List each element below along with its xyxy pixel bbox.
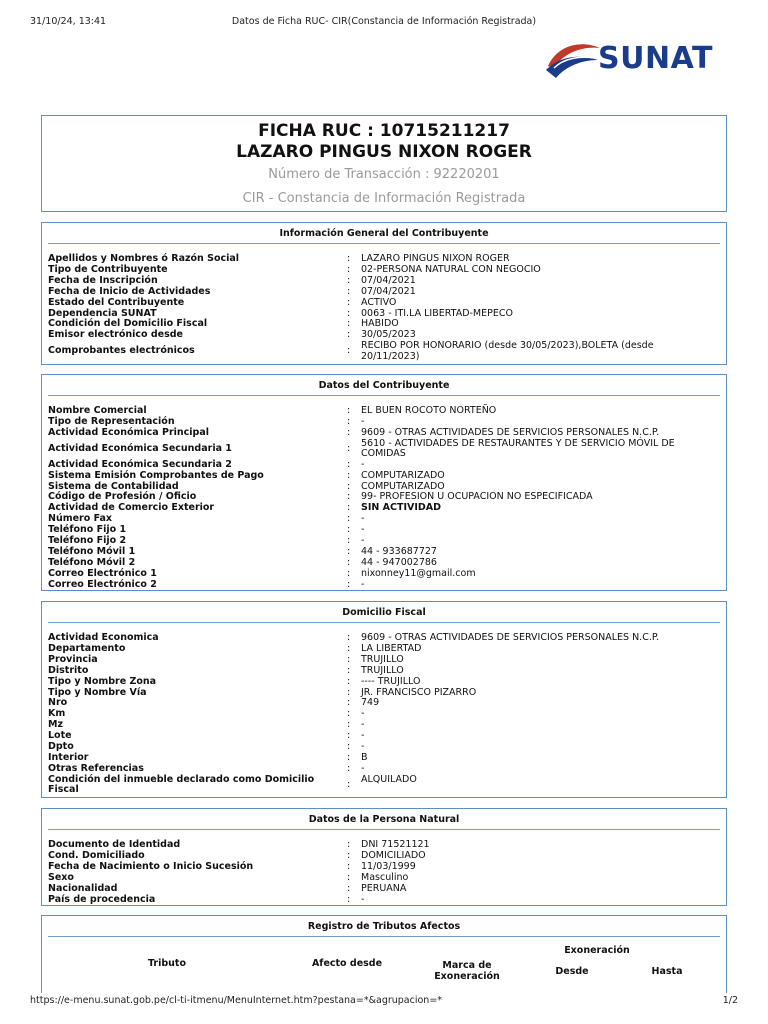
field-row	[48, 688, 720, 699]
col-exoneracion: Exoneración	[564, 945, 630, 956]
document-subtitle: CIR - Constancia de Información Registrada	[242, 191, 526, 206]
field-colon: :	[347, 860, 351, 872]
field-colon: :	[347, 524, 351, 536]
field-colon: :	[347, 296, 351, 308]
field-colon: :	[347, 345, 351, 357]
field-row	[48, 709, 720, 720]
field-label: Correo Electrónico 2	[48, 578, 157, 590]
field-colon: :	[347, 871, 351, 883]
field-row	[48, 775, 720, 796]
field-row	[48, 580, 720, 591]
field-colon: :	[347, 675, 351, 687]
col-hasta: Hasta	[651, 966, 683, 977]
field-value: -	[361, 524, 365, 536]
section-title: Datos de la Persona Natural	[308, 814, 460, 825]
field-label: Tipo y Nombre Vía	[48, 686, 147, 698]
field-label: Sexo	[48, 871, 74, 883]
field-label: Tipo de Representación	[48, 415, 175, 427]
col-desde: Desde	[555, 966, 589, 977]
field-value: PERUANA	[361, 882, 407, 894]
field-label: Actividad Económica Secundaria 2	[48, 458, 232, 470]
print-datetime: 31/10/24, 13:41	[30, 16, 107, 27]
field-colon: :	[347, 708, 351, 720]
field-label: Condición del Domicilio Fiscal	[48, 318, 208, 330]
section-divider	[48, 829, 720, 830]
field-label: Condición del inmueble declarado como Domicilio Fiscal	[48, 773, 315, 796]
field-label: País de procedencia	[48, 893, 156, 905]
field-value: 11/03/1999	[361, 860, 416, 872]
field-label: Interior	[48, 751, 89, 763]
field-colon: :	[347, 458, 351, 470]
field-label: Teléfono Móvil 1	[48, 545, 136, 557]
field-row	[48, 698, 720, 709]
field-colon: :	[347, 697, 351, 709]
field-label: Tipo y Nombre Zona	[48, 675, 157, 687]
field-colon: :	[347, 741, 351, 752]
field-colon: :	[347, 263, 351, 275]
field-value: 07/04/2021	[361, 274, 416, 286]
section-title: Domicilio Fiscal	[342, 607, 426, 618]
field-label: Km	[48, 708, 66, 720]
field-value: -	[361, 458, 365, 470]
field-colon: :	[347, 491, 351, 503]
field-label: Dpto	[48, 741, 74, 752]
field-label: Provincia	[48, 653, 98, 665]
field-colon: :	[347, 329, 351, 341]
field-value: JR. FRANCISCO PIZARRO	[361, 686, 477, 698]
field-value: -	[361, 415, 365, 427]
field-row	[48, 298, 720, 309]
field-row	[48, 677, 720, 688]
field-colon: :	[347, 882, 351, 894]
field-row	[48, 471, 720, 482]
field-colon: :	[347, 535, 351, 546]
field-row	[48, 439, 720, 460]
taxpayer-name-title: LAZARO PINGUS NIXON ROGER	[236, 142, 532, 162]
col-afecto-desde: Afecto desde	[311, 958, 383, 969]
field-colon: :	[347, 893, 351, 905]
field-label: Lote	[48, 730, 72, 742]
field-row	[48, 742, 720, 753]
field-colon: :	[347, 686, 351, 698]
field-label: Apellidos y Nombres ó Razón Social	[48, 253, 240, 264]
field-row	[48, 731, 720, 742]
field-value: Masculino	[361, 871, 409, 883]
field-value: DNI 71521121	[361, 839, 430, 850]
field-colon: :	[347, 405, 351, 416]
field-label: Comprobantes electrónicos	[48, 345, 195, 357]
field-label: Cond. Domiciliado	[48, 849, 145, 861]
field-label: Tipo de Contribuyente	[48, 263, 168, 275]
sunat-logo-icon	[544, 38, 604, 84]
field-colon: :	[347, 318, 351, 330]
field-colon: :	[347, 664, 351, 676]
field-label: Fecha de Inscripción	[48, 274, 158, 286]
field-value: TRUJILLO	[361, 664, 404, 676]
field-value: 9609 - OTRAS ACTIVIDADES DE SERVICIOS PERSONALES N.C.P.	[361, 632, 660, 643]
print-header	[30, 16, 738, 30]
field-value: 5610 - ACTIVIDADES DE RESTAURANTES Y DE SERVICIO MÓVIL DE COMIDAS	[361, 437, 675, 460]
field-row	[48, 884, 720, 895]
field-label: Nro	[48, 697, 68, 709]
field-value: 9609 - OTRAS ACTIVIDADES DE SERVICIOS PERSONALES N.C.P.	[361, 426, 660, 438]
field-label: Distrito	[48, 664, 89, 676]
field-colon: :	[347, 632, 351, 643]
ficha-ruc-title: FICHA RUC : 10715211217	[258, 121, 510, 141]
field-value: 749	[361, 697, 380, 709]
field-label: Fecha de Inicio de Actividades	[48, 285, 211, 297]
section-divider	[48, 395, 720, 396]
field-colon: :	[347, 567, 351, 579]
field-colon: :	[347, 556, 351, 568]
field-label: Dependencia SUNAT	[48, 307, 157, 319]
field-row	[48, 720, 720, 731]
field-label: Departamento	[48, 642, 126, 654]
field-label: Documento de Identidad	[48, 839, 181, 850]
field-label: Correo Electrónico 1	[48, 567, 157, 579]
field-label: Fecha de Nacimiento o Inicio Sucesión	[48, 860, 254, 872]
field-value: TRUJILLO	[361, 653, 404, 665]
section-domicilio-fiscal	[41, 601, 727, 798]
field-value: -	[361, 730, 365, 742]
print-footer	[30, 995, 738, 1009]
field-colon: :	[347, 778, 351, 790]
field-value: EL BUEN ROCOTO NORTEÑO	[361, 405, 497, 416]
field-value: LA LIBERTAD	[361, 642, 422, 654]
field-colon: :	[347, 578, 351, 590]
field-colon: :	[347, 839, 351, 850]
field-value: RECIBO POR HONORARIO (desde 30/05/2023),BOLETA (desde 20/11/2023)	[361, 340, 654, 362]
field-colon: :	[347, 480, 351, 492]
field-row	[48, 525, 720, 536]
field-label: Otras Referencias	[48, 762, 144, 774]
field-value: 07/04/2021	[361, 285, 416, 297]
field-value: 0063 - ITI.LA LIBERTAD-MEPECO	[361, 307, 513, 319]
field-value: HABIDO	[361, 318, 399, 330]
field-value: 44 - 933687727	[361, 545, 437, 557]
field-colon: :	[347, 762, 351, 774]
field-value: -	[361, 762, 365, 774]
field-colon: :	[347, 642, 351, 654]
field-value: -	[361, 513, 365, 525]
field-label: Teléfono Fijo 1	[48, 524, 127, 536]
field-colon: :	[347, 513, 351, 525]
field-value: 44 - 947002786	[361, 556, 437, 568]
field-value: 99- PROFESION U OCUPACION NO ESPECIFICADA	[361, 491, 593, 503]
section-tributos-afectos	[41, 915, 727, 993]
field-label: Nombre Comercial	[48, 405, 147, 416]
field-colon: :	[347, 545, 351, 557]
field-colon: :	[347, 849, 351, 861]
field-label: Actividad Económica Principal	[48, 426, 210, 438]
field-label: Actividad de Comercio Exterior	[48, 502, 215, 514]
field-label: Actividad Económica Secundaria 1	[48, 442, 232, 454]
field-value: -	[361, 578, 365, 590]
field-label: Mz	[48, 719, 63, 731]
field-colon: :	[347, 730, 351, 742]
transaction-number: Número de Transacción : 92220201	[268, 167, 500, 182]
section-datos-contribuyente	[41, 374, 727, 591]
field-value: -	[361, 741, 365, 752]
field-label: Teléfono Móvil 2	[48, 556, 136, 568]
field-label: Emisor electrónico desde	[48, 329, 183, 341]
field-value: -	[361, 535, 365, 546]
field-colon: :	[347, 415, 351, 427]
field-colon: :	[347, 502, 351, 514]
section-title: Datos del Contribuyente	[318, 380, 450, 391]
field-row	[48, 895, 720, 906]
section-divider	[48, 936, 720, 937]
field-colon: :	[347, 426, 351, 438]
section-title: Registro de Tributos Afectos	[307, 921, 461, 932]
field-colon: :	[347, 719, 351, 731]
field-colon: :	[347, 274, 351, 286]
col-tributo: Tributo	[147, 958, 186, 969]
field-colon: :	[347, 469, 351, 481]
field-row	[48, 503, 720, 514]
field-colon: :	[347, 253, 351, 264]
field-label: Código de Profesión / Oficio	[48, 491, 197, 503]
section-persona-natural	[41, 808, 727, 906]
section-divider	[48, 622, 720, 623]
field-label: Sistema Emisión Comprobantes de Pago	[48, 469, 264, 481]
field-colon: :	[347, 751, 351, 763]
field-row	[48, 341, 720, 362]
field-value: ACTIVO	[361, 296, 397, 308]
field-value: 02-PERSONA NATURAL CON NEGOCIO	[361, 263, 541, 275]
field-value: SIN ACTIVIDAD	[361, 502, 441, 514]
print-url: https://e-menu.sunat.gob.pe/cl-ti-itmenu/MenuInternet.htm?pestana=*&agrupacion=*	[30, 995, 443, 1006]
field-value: 30/05/2023	[361, 329, 416, 341]
print-title: Datos de Ficha RUC- CIR(Constancia de Información Registrada)	[231, 16, 537, 27]
field-value: ALQUILADO	[361, 773, 417, 785]
section-divider	[48, 243, 720, 244]
field-colon: :	[347, 653, 351, 665]
field-value: LAZARO PINGUS NIXON ROGER	[361, 253, 510, 264]
field-value: DOMICILIADO	[361, 849, 426, 861]
field-value: -	[361, 719, 365, 731]
section-informacion-general	[41, 222, 727, 365]
field-colon: :	[347, 307, 351, 319]
field-colon: :	[347, 285, 351, 297]
field-label: Sistema de Contabilidad	[48, 480, 179, 492]
field-label: Actividad Economica	[48, 632, 159, 643]
field-label: Nacionalidad	[48, 882, 118, 894]
field-row	[48, 514, 720, 525]
field-value: nixonney11@gmail.com	[361, 567, 476, 579]
field-value: B	[361, 751, 368, 763]
field-label: Estado del Contribuyente	[48, 296, 185, 308]
ficha-header	[41, 115, 727, 212]
field-label: Teléfono Fijo 2	[48, 535, 127, 546]
field-value: COMPUTARIZADO	[361, 469, 445, 481]
field-value: ---- TRUJILLO	[361, 675, 421, 687]
field-colon: :	[347, 442, 351, 454]
field-value: -	[361, 708, 365, 720]
sunat-logo-text: SUNAT	[598, 41, 713, 76]
field-label: Número Fax	[48, 513, 113, 525]
field-value: -	[361, 893, 365, 905]
section-title: Información General del Contribuyente	[279, 228, 489, 239]
col-marca-exoneracion: Marca de Exoneración	[434, 960, 500, 982]
sunat-logo	[544, 38, 724, 84]
print-page-number: 1/2	[722, 995, 738, 1006]
field-value: COMPUTARIZADO	[361, 480, 445, 492]
field-row	[48, 753, 720, 764]
